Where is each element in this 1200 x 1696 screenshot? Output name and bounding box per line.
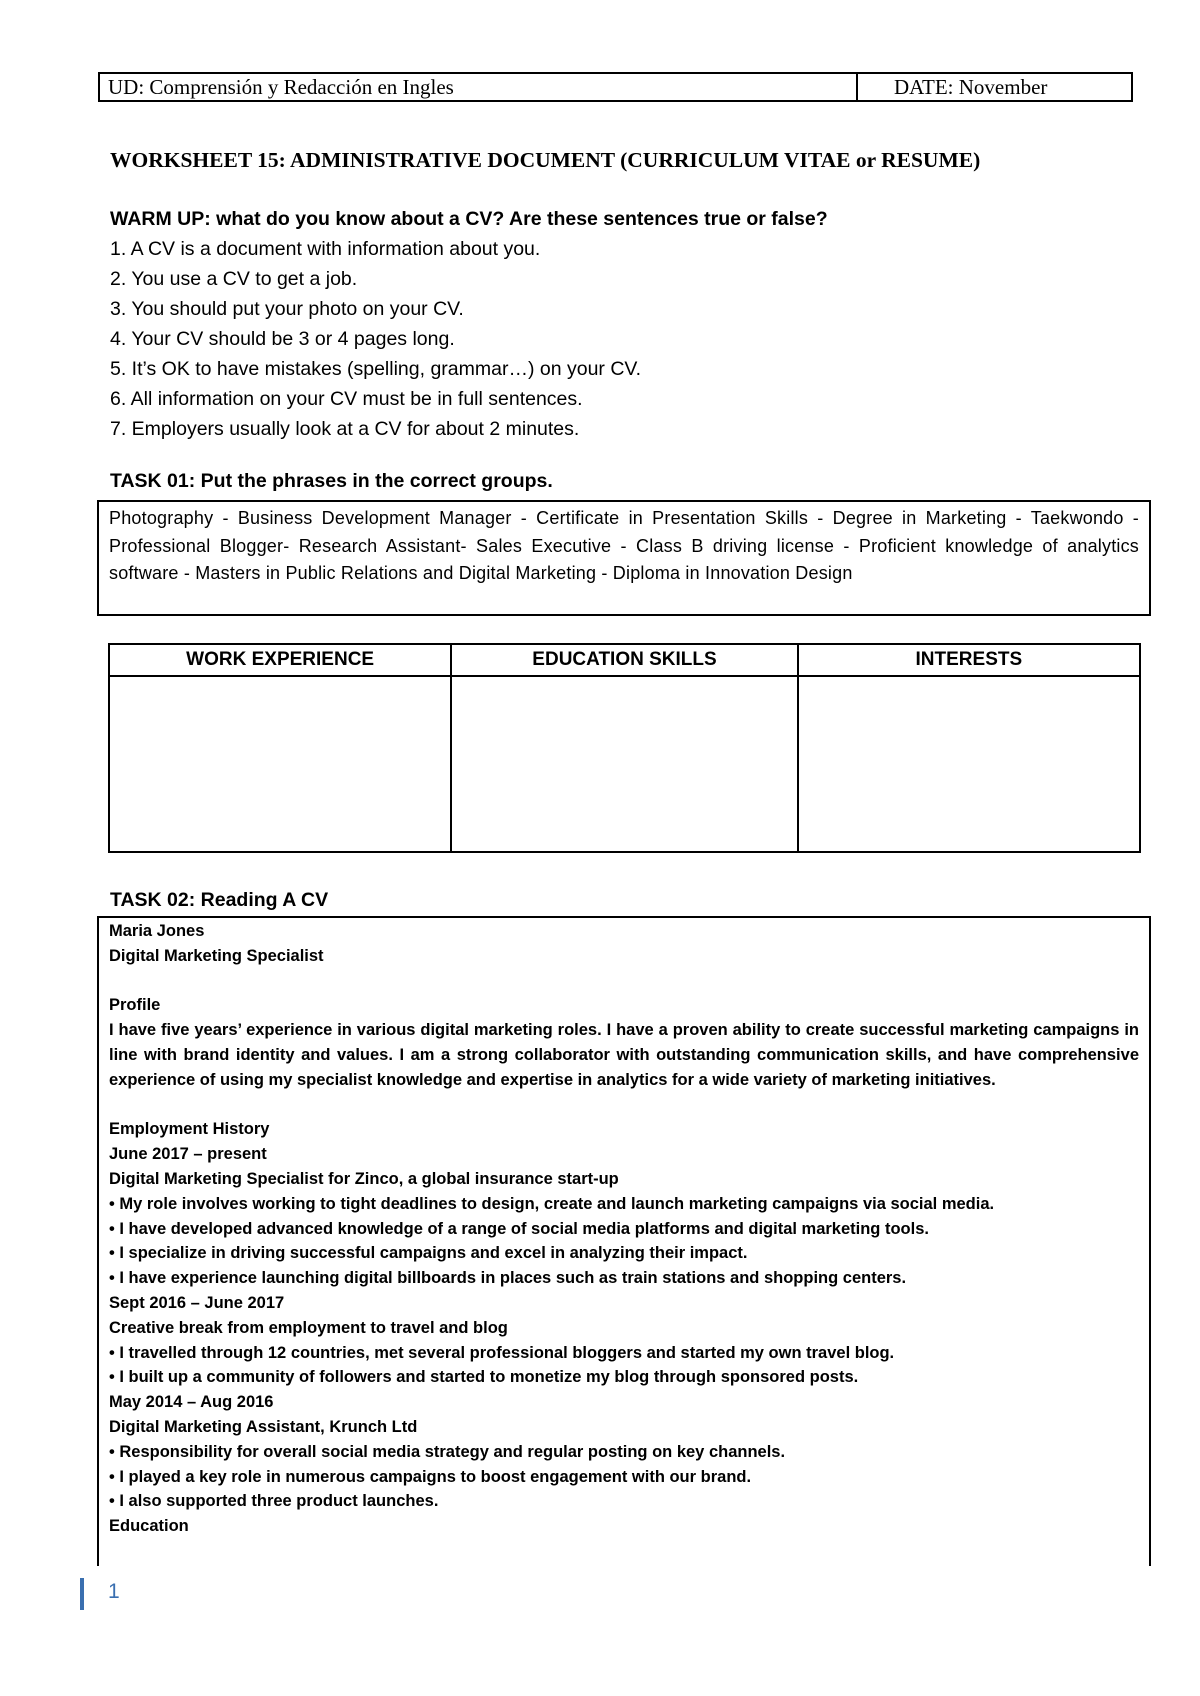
column-work-experience: WORK EXPERIENCE (109, 644, 451, 676)
column-interests: INTERESTS (798, 644, 1140, 676)
date-label: DATE: November (894, 75, 1048, 99)
job-dates: May 2014 – Aug 2016 (109, 1393, 274, 1412)
worksheet-title: WORKSHEET 15: ADMINISTRATIVE DOCUMENT (CURRICULUM VITAE or RESUME) (110, 148, 981, 172)
answer-cell-education-skills[interactable] (451, 676, 797, 852)
cv-employment-heading: Employment History (109, 1120, 270, 1139)
job-bullet: • I have experience launching digital billboards in places such as train stations and shopping centers. (109, 1269, 907, 1288)
header-bar (98, 72, 1133, 102)
job-dates: June 2017 – present (109, 1145, 267, 1164)
job-bullet: • I played a key role in numerous campaigns to boost engagement with our brand. (109, 1467, 752, 1486)
job-bullet: • My role involves working to tight deadlines to design, create and launch marketing campaigns via social media. (109, 1194, 995, 1213)
job-bullet: • I also supported three product launches. (109, 1492, 439, 1511)
cv-box (97, 916, 1151, 1566)
phrase-box: Photography - Business Development Manager - Certificate in Presentation Skills - Degree in Marketing - Taekwondo - Professional Blogger- Research Assistant- Sales Executive - Class B driving license - Proficient knowledge of analytics software - Masters in Public Relations and Digital Marketing - Diploma in Innovation Design (97, 500, 1151, 616)
job-bullet: • I travelled through 12 countries, met several professional bloggers and started my own travel blog. (109, 1343, 895, 1362)
column-education-skills: EDUCATION SKILLS (451, 644, 797, 676)
job-bullet: • I have developed advanced knowledge of a range of social media platforms and digital marketing tools. (109, 1219, 929, 1238)
answer-cell-interests[interactable] (798, 676, 1140, 852)
answer-cell-work-experience[interactable] (109, 676, 451, 852)
footer-accent-bar (80, 1578, 84, 1610)
warm-up-heading: WARM UP: what do you know about a CV? Are these sentences true or false? (110, 208, 828, 230)
warm-up-item: 6. All information on your CV must be in full sentences. (110, 388, 583, 410)
warm-up-item: 2. You use a CV to get a job. (110, 268, 358, 290)
task01-title: TASK 01: Put the phrases in the correct groups. (110, 470, 553, 492)
warm-up-item: 3. You should put your photo on your CV. (110, 298, 464, 320)
task02-title: TASK 02: Reading A CV (110, 889, 329, 911)
warm-up-section (110, 204, 828, 444)
job-dates: Sept 2016 – June 2017 (109, 1293, 285, 1312)
cv-role: Digital Marketing Specialist (109, 946, 324, 965)
job-bullet: • I built up a community of followers and started to monetize my blog through sponsored posts. (109, 1368, 859, 1387)
job-title: Digital Marketing Specialist for Zinco, a global insurance start-up (109, 1169, 619, 1188)
groups-table (108, 643, 1141, 853)
job-title: Creative break from employment to travel and blog (109, 1318, 508, 1337)
cv-name: Maria Jones (109, 922, 205, 940)
warm-up-item: 5. It’s OK to have mistakes (spelling, grammar…) on your CV. (110, 358, 642, 380)
cv-profile-heading: Profile (109, 996, 161, 1015)
warm-up-item: 7. Employers usually look at a CV for about 2 minutes. (110, 418, 580, 440)
job-bullet: • I specialize in driving successful campaigns and excel in analyzing their impact. (109, 1244, 748, 1263)
job-title: Digital Marketing Assistant, Krunch Ltd (109, 1417, 418, 1436)
warm-up-item: 1. A CV is a document with information about you. (110, 238, 541, 260)
cv-education-heading: Education (109, 1517, 189, 1536)
job-bullet: • Responsibility for overall social media strategy and regular posting on key channels. (109, 1442, 786, 1461)
unit-label: UD: Comprensión y Redacción en Ingles (100, 74, 858, 100)
warm-up-item: 4. Your CV should be 3 or 4 pages long. (110, 328, 455, 350)
page-number: 1 (108, 1580, 120, 1603)
cv-profile-text: I have five years’ experience in various digital marketing roles. I have a proven ability to create successful marketing campaigns in line with brand identity and values. I am a strong collaborator with outstanding communication skills, and have comprehensive experience of using my specialist knowledge and expertise in analytics for a wide variety of marketing initiatives. (109, 1021, 1139, 1089)
